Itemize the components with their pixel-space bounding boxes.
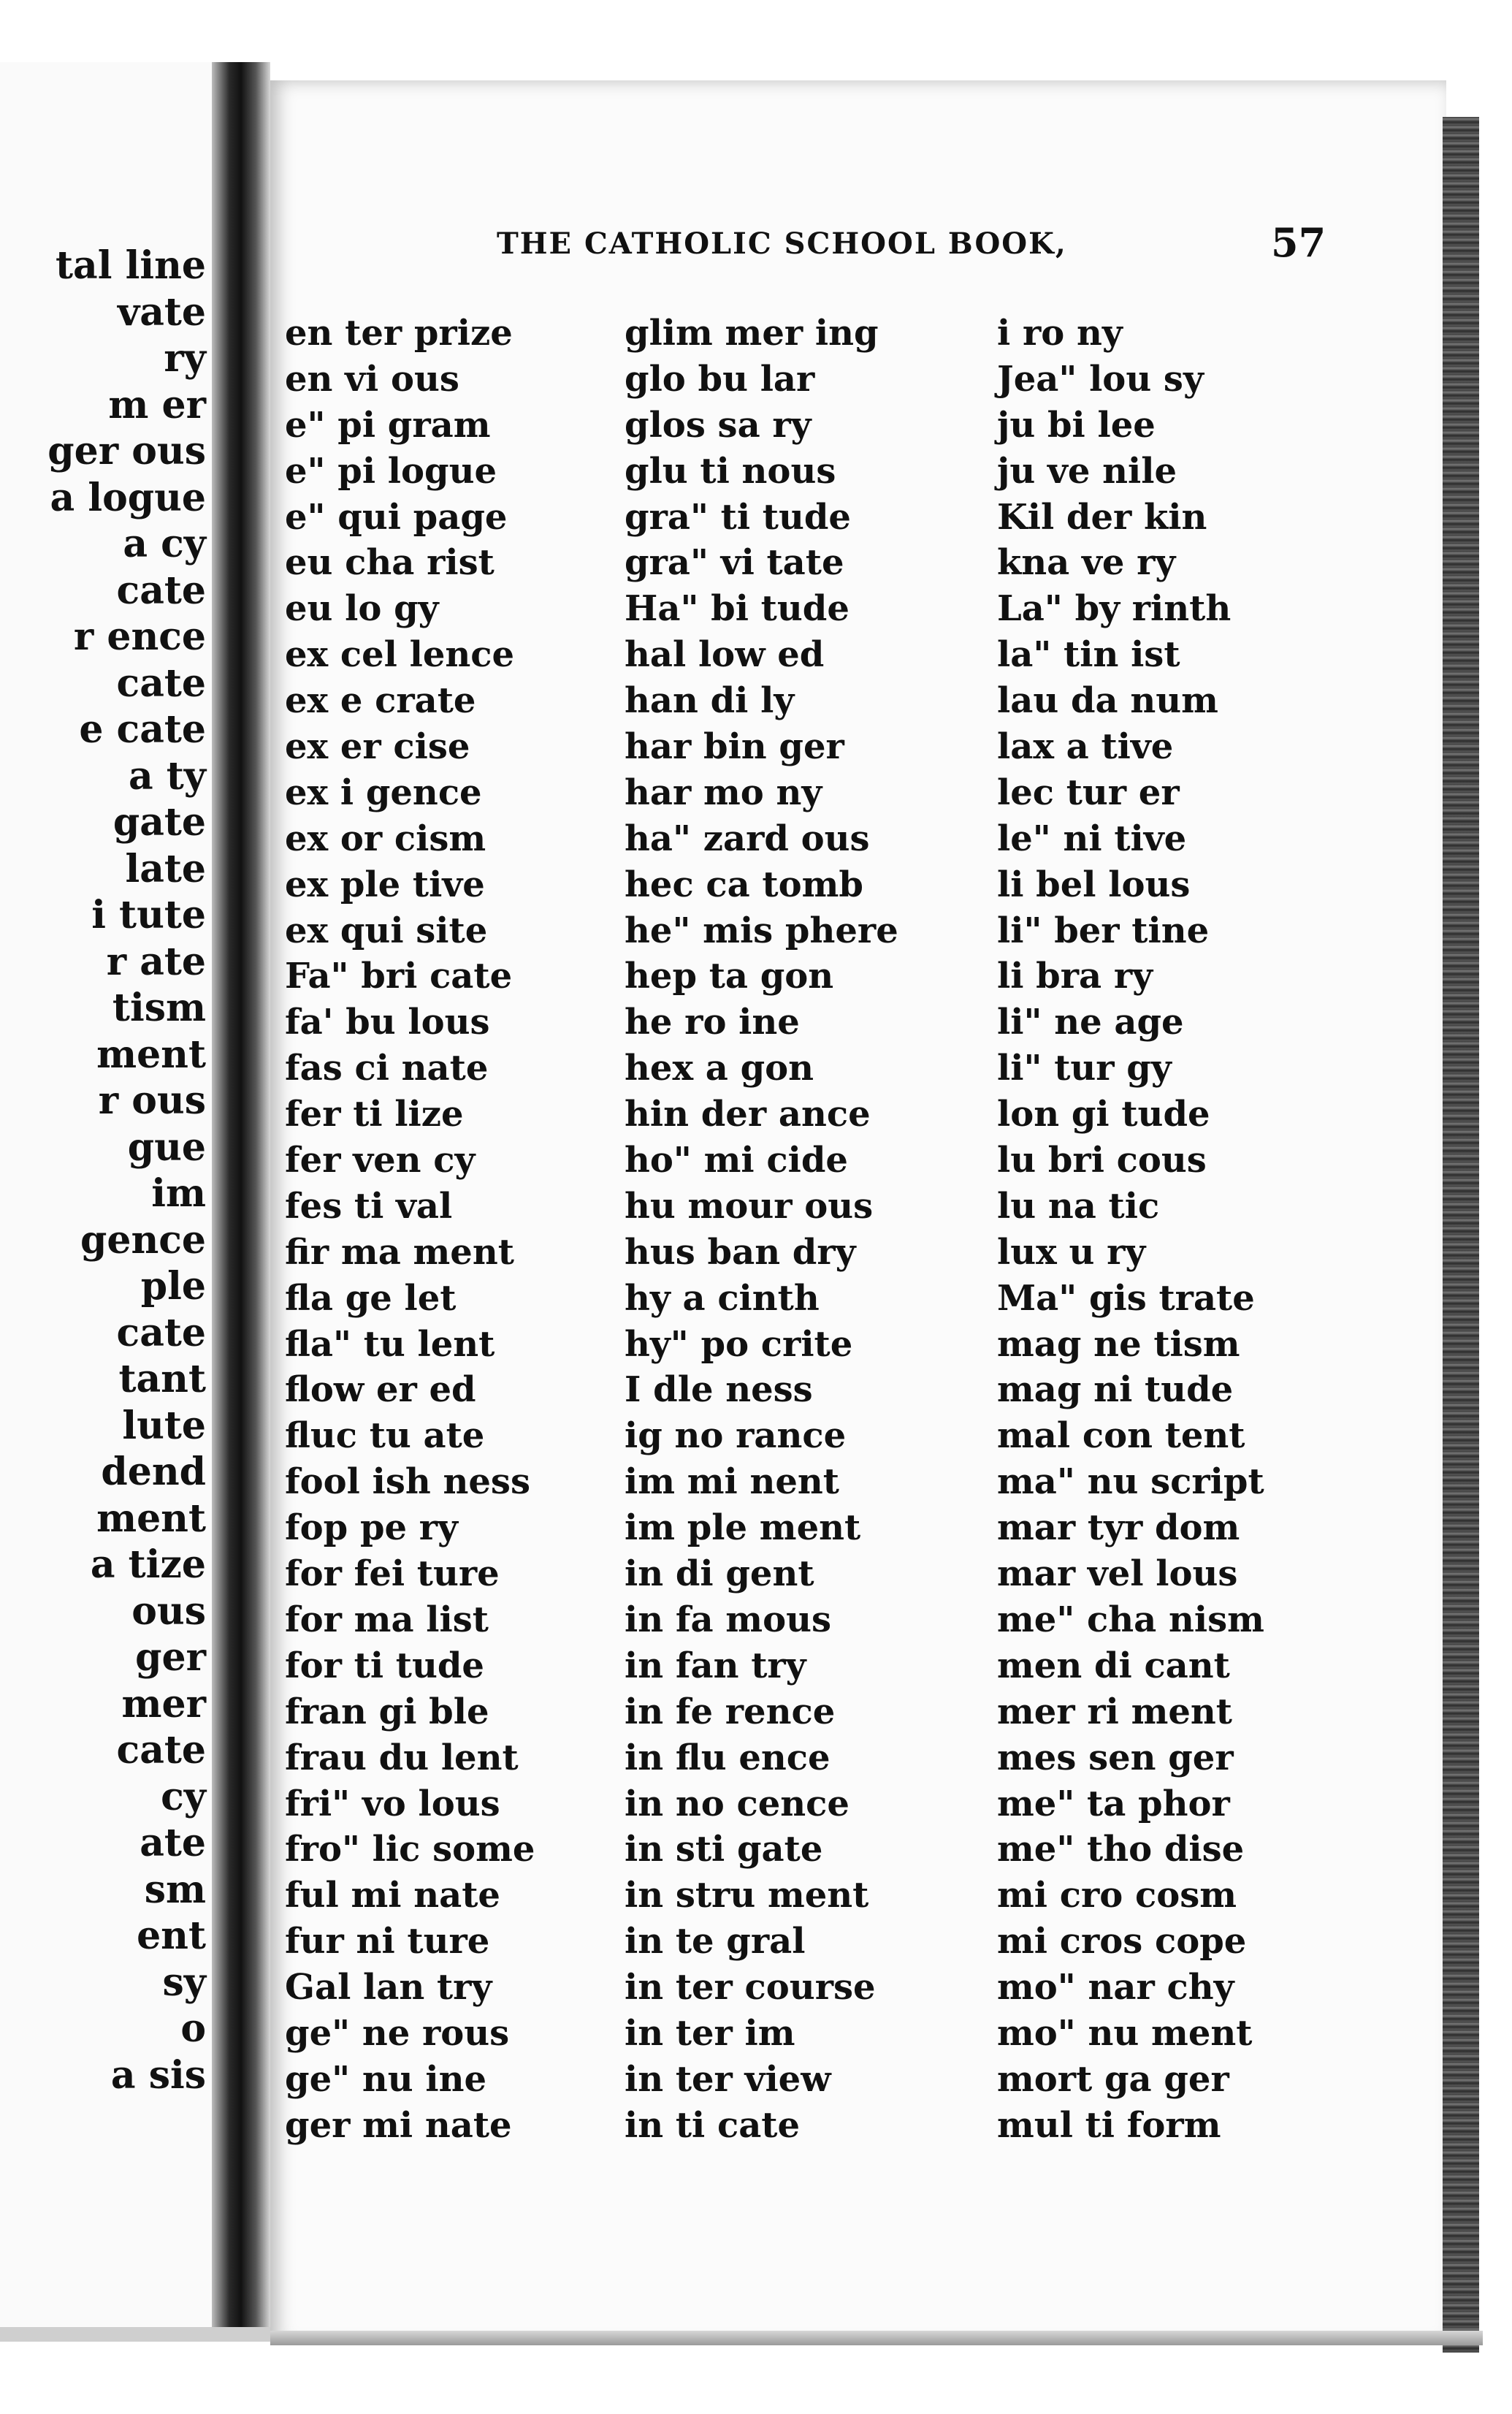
- syllabified-word: ger mi nate: [285, 2104, 512, 2146]
- syllabified-word: in stru ment: [625, 1875, 869, 1916]
- syllabified-word: mes sen ger: [997, 1737, 1234, 1778]
- left-page-word-fragment: r ate: [106, 939, 206, 984]
- syllabified-word: hy a cinth: [625, 1277, 820, 1319]
- left-page-word-fragment: ment: [96, 1496, 206, 1541]
- syllabified-word: ge" nu ine: [285, 2058, 486, 2100]
- syllabified-word: for ti tude: [285, 1645, 484, 1686]
- syllabified-word: frau du lent: [285, 1737, 519, 1778]
- left-page-word-fragment: cate: [116, 660, 206, 706]
- syllabified-word: gra" vi tate: [625, 542, 844, 584]
- syllabified-word: mal con tent: [997, 1415, 1245, 1457]
- syllabified-word: glim mer ing: [625, 313, 879, 354]
- syllabified-word: hex a gon: [625, 1048, 814, 1089]
- syllabified-word: me" cha nism: [997, 1599, 1264, 1640]
- syllabified-word: fa' bu lous: [285, 1002, 490, 1043]
- syllabified-word: en vi ous: [285, 358, 459, 400]
- left-page-word-fragment: cate: [116, 1728, 206, 1773]
- left-page-word-fragment: vate: [117, 289, 206, 335]
- syllabified-word: in di gent: [625, 1553, 814, 1595]
- syllabified-word: in fa mous: [625, 1599, 832, 1640]
- left-page-word-fragment: cate: [116, 1310, 206, 1355]
- syllabified-word: lu bri cous: [997, 1140, 1207, 1181]
- word-column-1: [285, 311, 535, 2149]
- syllabified-word: han di ly: [625, 680, 795, 722]
- syllabified-word: Gal lan try: [285, 1967, 492, 2009]
- book-spine: [212, 62, 270, 2342]
- left-page-word-fragment: a ty: [128, 753, 206, 799]
- syllabified-word: in te gral: [625, 1921, 806, 1962]
- syllabified-word: Jea" lou sy: [997, 358, 1204, 400]
- syllabified-word: lau da num: [997, 680, 1218, 722]
- syllabified-word: li" tur gy: [997, 1048, 1172, 1089]
- syllabified-word: la" tin ist: [997, 634, 1180, 676]
- left-page-word-fragment: ate: [140, 1821, 206, 1865]
- syllabified-word: glu ti nous: [625, 450, 836, 492]
- syllabified-word: fool ish ness: [285, 1461, 530, 1503]
- syllabified-word: fes ti val: [285, 1185, 453, 1227]
- syllabified-word: fop pe ry: [285, 1507, 458, 1549]
- syllabified-word: eu cha rist: [285, 542, 495, 584]
- syllabified-word: Ma" gis trate: [997, 1277, 1255, 1319]
- left-page-word-fragment: r ous: [98, 1078, 206, 1123]
- syllabified-word: li" ber tine: [997, 910, 1210, 951]
- page-edge: [1443, 117, 1479, 2353]
- syllabified-word: fas ci nate: [285, 1048, 489, 1089]
- syllabified-word: i ro ny: [997, 313, 1123, 354]
- syllabified-word: ma" nu script: [997, 1461, 1264, 1503]
- syllabified-word: fri" vo lous: [285, 1783, 500, 1824]
- left-page-word-fragment: ry: [164, 336, 206, 381]
- syllabified-word: glos sa ry: [625, 404, 812, 446]
- left-page-word-fragment: mer: [121, 1681, 206, 1726]
- syllabified-word: le" ni tive: [997, 818, 1187, 859]
- syllabified-word: fluc tu ate: [285, 1415, 485, 1457]
- syllabified-word: hin der ance: [625, 1094, 871, 1135]
- left-page-word-fragment: late: [125, 846, 206, 891]
- left-page-word-fragment: ment: [96, 1032, 206, 1077]
- page-number: 57: [1271, 219, 1326, 266]
- syllabified-word: in ter im: [625, 2012, 795, 2054]
- syllabified-word: he ro ine: [625, 1002, 800, 1043]
- syllabified-word: me" ta phor: [997, 1783, 1230, 1824]
- syllabified-word: for ma list: [285, 1599, 489, 1640]
- left-page-word-fragment: cy: [161, 1774, 206, 1819]
- syllabified-word: ex er cise: [285, 726, 470, 768]
- left-page-word-fragment: dend: [101, 1450, 206, 1494]
- syllabified-word: ig no rance: [625, 1415, 847, 1457]
- left-page-word-fragment: sy: [162, 1960, 206, 2005]
- syllabified-word: e" pi gram: [285, 404, 491, 446]
- left-page-word-fragment: ger ous: [47, 429, 206, 473]
- left-page-word-fragment: cate: [116, 568, 206, 613]
- syllabified-word: mi cro cosm: [997, 1875, 1237, 1916]
- syllabified-word: ex e crate: [285, 680, 476, 722]
- syllabified-word: ju ve nile: [997, 450, 1177, 492]
- syllabified-word: ha" zard ous: [625, 818, 870, 859]
- left-page-word-fragment: tal line: [56, 243, 206, 288]
- syllabified-word: in ter course: [625, 1967, 876, 2009]
- left-page-word-fragment: a cy: [123, 522, 206, 566]
- syllabified-word: mer ri ment: [997, 1691, 1232, 1732]
- syllabified-word: in flu ence: [625, 1737, 831, 1778]
- syllabified-word: gra" ti tude: [625, 496, 851, 538]
- syllabified-word: lu na tic: [997, 1185, 1160, 1227]
- syllabified-word: en ter prize: [285, 313, 513, 354]
- syllabified-word: hec ca tomb: [625, 864, 863, 905]
- syllabified-word: lec tur er: [997, 772, 1180, 813]
- syllabified-word: hu mour ous: [625, 1185, 874, 1227]
- syllabified-word: ex ple tive: [285, 864, 485, 905]
- left-page-word-fragment: a logue: [50, 475, 206, 520]
- syllabified-word: mag ni tude: [997, 1369, 1234, 1411]
- syllabified-word: im ple ment: [625, 1507, 861, 1549]
- syllabified-word: li bel lous: [997, 864, 1191, 905]
- syllabified-word: li bra ry: [997, 956, 1153, 997]
- syllabified-word: mo" nar chy: [997, 1967, 1234, 2009]
- syllabified-word: in fe rence: [625, 1691, 836, 1732]
- left-page-word-fragment: ple: [140, 1264, 206, 1309]
- left-page-word-fragment: gence: [80, 1217, 206, 1263]
- syllabified-word: mi cros cope: [997, 1921, 1247, 1962]
- syllabified-word: fran gi ble: [285, 1691, 489, 1732]
- syllabified-word: ge" ne rous: [285, 2012, 510, 2054]
- syllabified-word: fer ven cy: [285, 1140, 476, 1181]
- syllabified-word: fro" lic some: [285, 1829, 535, 1870]
- syllabified-word: in sti gate: [625, 1829, 823, 1870]
- syllabified-word: in ter view: [625, 2058, 831, 2100]
- syllabified-word: e" qui page: [285, 496, 508, 538]
- syllabified-word: in ti cate: [625, 2104, 800, 2146]
- syllabified-word: lax a tive: [997, 726, 1174, 768]
- left-page-word-fragment: gate: [112, 800, 206, 845]
- left-page-word-fragment: a sis: [110, 2052, 206, 2098]
- syllabified-word: in fan try: [625, 1645, 806, 1686]
- syllabified-word: fer ti lize: [285, 1094, 464, 1135]
- page-bottom-edge: [270, 2331, 1483, 2345]
- syllabified-word: ful mi nate: [285, 1875, 500, 1916]
- left-page-word-fragment: tant: [118, 1357, 206, 1401]
- spine-bottom-edge: [0, 2327, 278, 2342]
- syllabified-word: mo" nu ment: [997, 2012, 1253, 2054]
- syllabified-word: har mo ny: [625, 772, 822, 813]
- syllabified-word: mul ti form: [997, 2104, 1221, 2146]
- syllabified-word: mar vel lous: [997, 1553, 1238, 1595]
- syllabified-word: kna ve ry: [997, 542, 1176, 584]
- left-page-word-fragment: a tize: [90, 1542, 206, 1587]
- syllabified-word: har bin ger: [625, 726, 844, 768]
- syllabified-word: hy" po crite: [625, 1323, 853, 1365]
- syllabified-word: ex cel lence: [285, 634, 515, 676]
- syllabified-word: I dle ness: [625, 1369, 813, 1411]
- syllabified-word: me" tho dise: [997, 1829, 1245, 1870]
- syllabified-word: men di cant: [997, 1645, 1230, 1686]
- left-page-word-fragment: e cate: [79, 707, 206, 752]
- left-page-word-fragment: m er: [108, 382, 206, 427]
- syllabified-word: fla" tu lent: [285, 1323, 495, 1365]
- left-page-word-fragment: im: [151, 1171, 206, 1216]
- syllabified-word: for fei ture: [285, 1553, 500, 1595]
- syllabified-word: li" ne age: [997, 1002, 1184, 1043]
- syllabified-word: im mi nent: [625, 1461, 839, 1503]
- syllabified-word: ho" mi cide: [625, 1140, 848, 1181]
- syllabified-word: he" mis phere: [625, 910, 898, 951]
- word-column-3: [997, 311, 1264, 2149]
- left-page-word-fragment: sm: [144, 1867, 206, 1912]
- syllabified-word: mort ga ger: [997, 2058, 1229, 2100]
- left-page-word-fragment: tism: [112, 986, 206, 1030]
- word-column-2: [625, 311, 898, 2149]
- syllabified-word: La" by rinth: [997, 588, 1232, 630]
- syllabified-word: ex qui site: [285, 910, 488, 951]
- syllabified-word: Ha" bi tude: [625, 588, 849, 630]
- syllabified-word: in no cence: [625, 1783, 849, 1824]
- left-page-word-fragment: ger: [135, 1635, 206, 1680]
- syllabified-word: glo bu lar: [625, 358, 815, 400]
- syllabified-word: fur ni ture: [285, 1921, 490, 1962]
- syllabified-word: ju bi lee: [997, 404, 1156, 446]
- syllabified-word: mag ne tism: [997, 1323, 1240, 1365]
- left-page-word-fragment: ent: [137, 1914, 206, 1958]
- syllabified-word: eu lo gy: [285, 588, 439, 630]
- left-page-word-fragment: ous: [131, 1588, 206, 1634]
- syllabified-word: hep ta gon: [625, 956, 834, 997]
- left-page-word-fragment: r ence: [73, 614, 206, 659]
- syllabified-word: hal low ed: [625, 634, 825, 676]
- left-page-word-fragment: lute: [122, 1403, 206, 1448]
- left-page-word-fragment: gue: [127, 1124, 206, 1170]
- syllabified-word: e" pi logue: [285, 450, 497, 492]
- left-page-word-fragment: i tute: [91, 893, 206, 937]
- syllabified-word: hus ban dry: [625, 1231, 856, 1273]
- running-title: THE CATHOLIC SCHOOL BOOK,: [497, 226, 1067, 261]
- syllabified-word: Fa" bri cate: [285, 956, 513, 997]
- left-page-fragment: [0, 62, 212, 2327]
- syllabified-word: lux u ry: [997, 1231, 1146, 1273]
- syllabified-word: ex i gence: [285, 772, 482, 813]
- left-page-word-fragment: o: [180, 2006, 206, 2051]
- syllabified-word: lon gi tude: [997, 1094, 1210, 1135]
- syllabified-word: Kil der kin: [997, 496, 1207, 538]
- syllabified-word: flow er ed: [285, 1369, 476, 1411]
- syllabified-word: mar tyr dom: [997, 1507, 1240, 1549]
- syllabified-word: fir ma ment: [285, 1231, 514, 1273]
- syllabified-word: ex or cism: [285, 818, 486, 859]
- syllabified-word: fla ge let: [285, 1277, 457, 1319]
